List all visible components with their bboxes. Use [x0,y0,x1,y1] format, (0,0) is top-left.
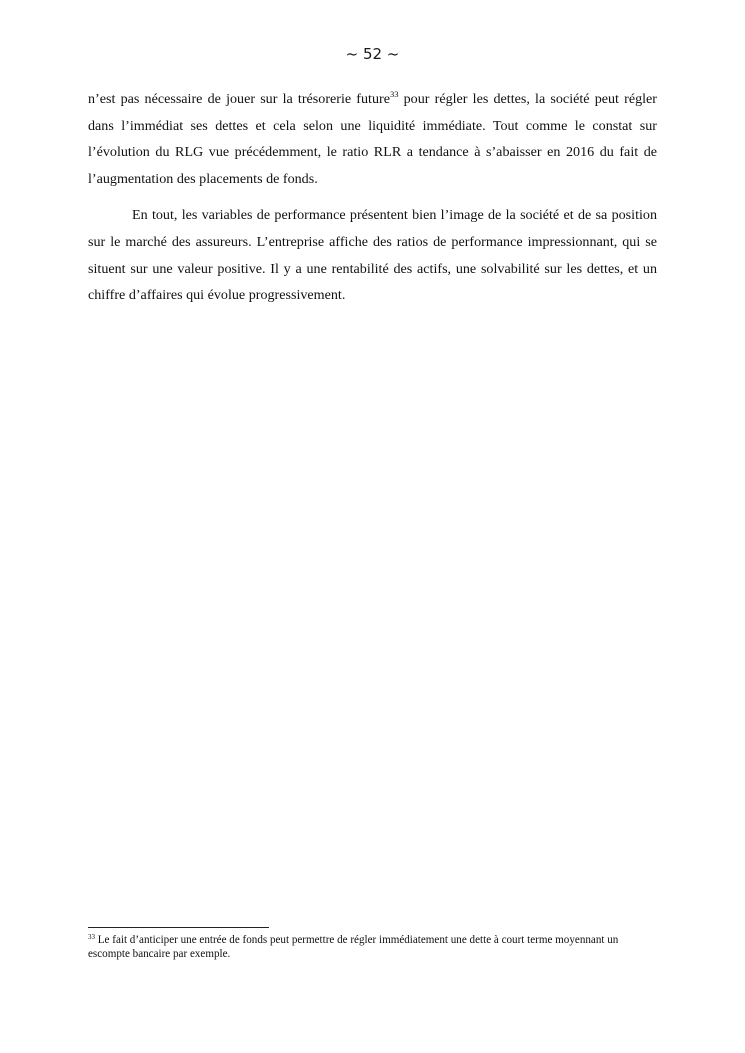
body-text [88,86,657,319]
paragraph-2: En tout, les variables de performance présentent bien l’image de la société et de sa position sur le marché des assureurs. L’entreprise affiche des ratios de performance impressionnant, qui se situent sur une valeur positive. Il y a une rentabilité des actifs, une solvabilité sur les dettes, et un chiffre d’affaires qui évolue progressivement. [88,207,657,304]
paragraph-1-text-after: pour régler les dettes, la société peut régler dans l’immédiat ses dettes et cela selon une liquidité immédiate. Tout comme le constat sur l’évolution du RLG vue précédemment, le ratio RLR a tendance à s’abaisser en 2016 du fait de l’augmentation des placements de fonds. [88,91,657,187]
footnote-number: 33 [88,933,95,941]
paragraph-1-text-before: n’est pas nécessaire de jouer sur la trésorerie future [88,91,390,107]
footnote [88,934,657,961]
footnote-separator [88,927,269,928]
paragraph-1 [88,86,657,192]
page-number: ~ 52 ~ [345,45,400,63]
footnote-reference[interactable]: 33 [389,89,399,99]
footnote-text: Le fait d’anticiper une entrée de fonds peut permettre de régler immédiatement une dette à court terme moyennant un escompte bancaire par exemple. [88,934,619,960]
